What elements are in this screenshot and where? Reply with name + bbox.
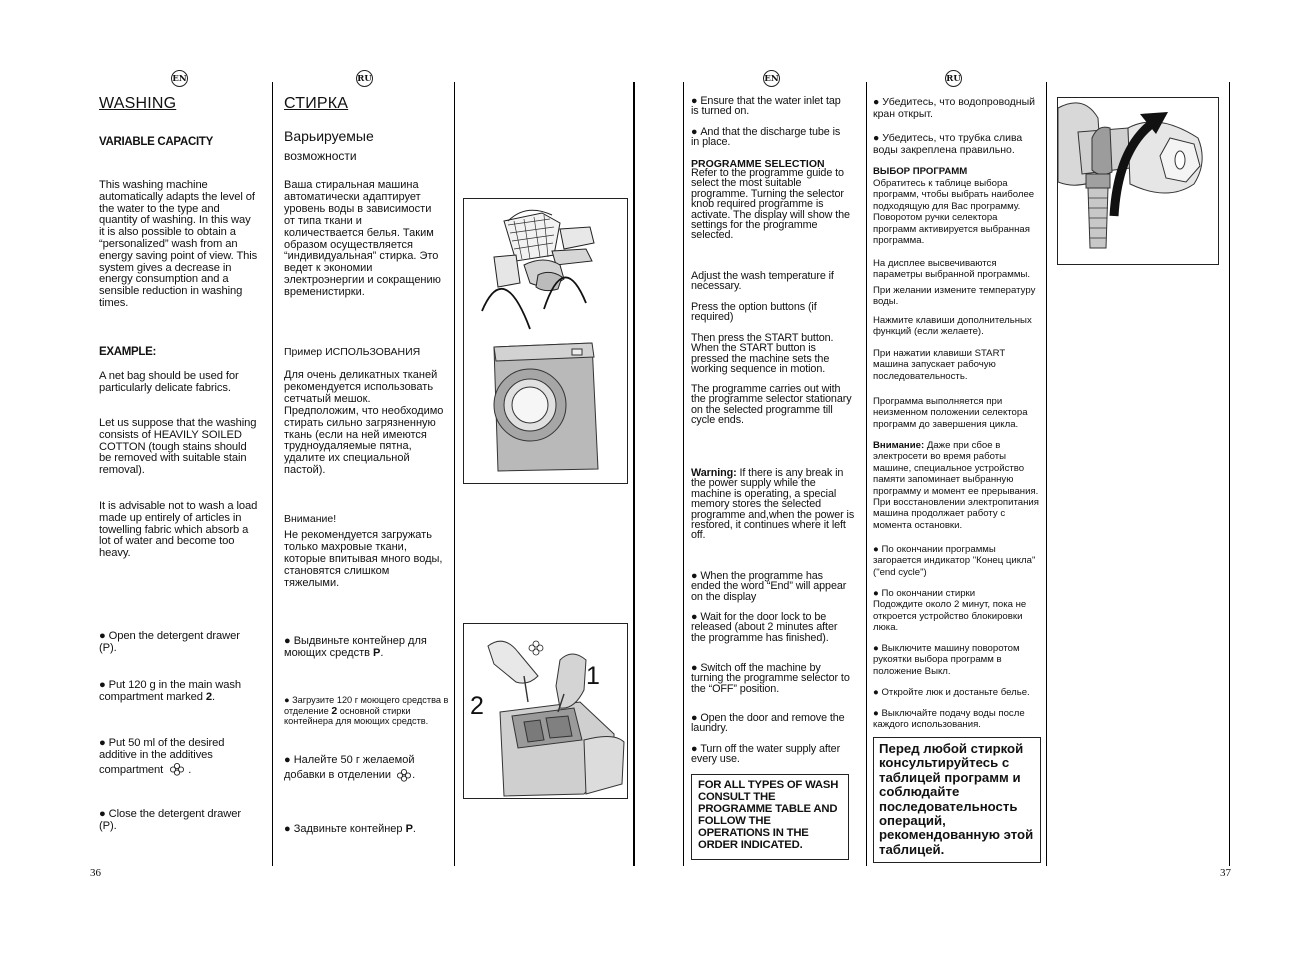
open-drawer-step-en: ● Open the detergent drawer (P). <box>99 631 254 655</box>
example-heading-en: EXAMPLE: <box>99 346 157 358</box>
temp-step-ru: При желании измените температуру воды. <box>873 285 1036 308</box>
put120-step-en <box>99 680 264 704</box>
laundry-loading-illustration <box>463 198 628 484</box>
compartment-label-2: 2 <box>470 692 484 720</box>
warning-text-en: If there is any break in the power supply while the machine is operating, a special memory stores the selected programme and,when the power is restored, it continues where it left off. <box>691 467 855 542</box>
end-step-ru: ● По окончании программы загорается индикатор "Конец цикла" ("end cycle") <box>873 544 1041 578</box>
close-drawer-text-ru: ● Задвиньте контейнер <box>284 823 406 835</box>
discharge-step-ru: ● Убедитесь, что трубка слива воды закреплена правильно. <box>873 132 1041 156</box>
delicate-paragraph-ru: Для очень деликатных тканей рекомендуется использовать сетчатый мешок. Предположим, что необходимо стирать сильно загрязненную ткань (если на ней имеются трудноудаляемые пятна, удалите их специальной пастой). <box>284 369 444 477</box>
compartment-number-ru: 2 <box>331 704 338 717</box>
warning-label-en: Warning: <box>691 467 737 479</box>
start-step-en: Then press the START button. When the START button is pressed the machine sets the working sequence in motion. <box>691 332 834 376</box>
attention-label-ru: Внимание! <box>284 513 337 525</box>
pour50-step-ru <box>284 753 449 783</box>
put120-end: . <box>212 690 216 703</box>
subtitle-variable-capacity: VARIABLE CAPACITY <box>99 136 213 148</box>
options-step-ru: Нажмите клавиши дополнительных функций (если желаете). <box>873 315 1032 338</box>
section-title-ru: СТИРКА <box>284 95 349 112</box>
carries-step-en: The programme carries out with the programme selector stationary on the selected programme till cycle ends. <box>691 383 852 427</box>
subtitle-ru-2: возможности <box>284 149 357 163</box>
opendoor-step-en: ● Open the door and remove the laundry. <box>691 713 853 734</box>
warning-text-ru: Даже при сбое в электросети во время работы машине, специальное устройство памяти запоминает выбранную программу и момент ее прерывания. При восстановлении электропитания машина продолжает работу с момента остановки. <box>873 440 1039 531</box>
pour50-end-ru: . <box>412 769 416 781</box>
start-step-ru: При нажатии клавиши START машина запускает рабочую последовательность. <box>873 348 1006 382</box>
discharge-step-en: ● And that the discharge tube is in place. <box>691 127 851 148</box>
flower-icon <box>396 768 412 782</box>
drawer-letter: Р <box>373 646 381 659</box>
tap-step-en: ● Ensure that the water inlet tap is turned on. <box>691 96 851 117</box>
lang-badge-en: EN <box>171 70 188 87</box>
compartment-number: 2 <box>205 690 213 703</box>
carries-step-ru: Программа выполняется при неизменном положении селектора программ до завершения цикла. <box>873 396 1028 430</box>
load120-end-ru: основной стирки контейнера для моющих средств. <box>284 705 429 727</box>
wait-text-ru: Подождите около 2 минут, пока не откроется устройство блокировки люка. <box>873 599 1027 634</box>
opendoor-step-ru: ● Откройте люк и достаньте белье. <box>873 687 1043 698</box>
temp-step-en: Adjust the wash temperature if necessary. <box>691 270 834 293</box>
column-divider <box>683 82 684 866</box>
water-tap-drawing <box>1058 98 1217 263</box>
drawer-letter: Р <box>405 823 413 835</box>
programme-selection-text-ru: Обратитесь к таблице выбора программ, чтобы выбрать наиболее подходящую для Вас программу. Поворотом ручки селектора программ активируется выбранная программа. <box>873 178 1035 247</box>
lang-badge-en: EN <box>763 70 780 87</box>
intro-paragraph-ru: Ваша стиральная машина автоматически адаптирует уровень воды в зависимости от типа ткани и количествается белья. Таким образом осуществляется “индивидуальная” стирка. Это ведет к экономии электроэнергии и сокращению временистирки. <box>284 179 441 299</box>
close-drawer-end-ru: . <box>412 823 416 835</box>
programme-table-note-en: FOR ALL TYPES OF WASH CONSULT THE PROGRAMME TABLE AND FOLLOW THE OPERATIONS IN THE ORDER INDICATED. <box>691 774 849 860</box>
programme-selection-heading: PROGRAMME SELECTION <box>691 158 825 170</box>
subtitle-ru-1: Варьируемые <box>284 128 374 144</box>
center-divider <box>633 82 635 866</box>
column-divider <box>1229 82 1230 866</box>
example-heading-ru: Пример ИСПОЛЬЗОВАНИЯ <box>284 346 421 358</box>
open-drawer-step-ru <box>284 636 444 660</box>
load120-text-ru: ● Загрузите 120 г моющего средства в отделение <box>284 695 448 716</box>
switchoff-step-en: ● Switch off the machine by turning the programme selector to the “OFF” position. <box>691 663 853 694</box>
towels-paragraph-ru: Не рекомендуется загружать только махровые ткани, которые впитывая много воды, становятся слишком тяжелыми. <box>284 529 443 589</box>
end-step-en: ● When the programme has ended the word “End” will appear on the display <box>691 571 853 602</box>
water-off-step-ru: ● Выключайте подачу воды после каждого использования. <box>873 708 1041 731</box>
switchoff-step-ru: ● Выключите машину поворотом рукоятки выбора программ в положение Выкл. <box>873 643 1039 677</box>
display-step-ru: На дисплее высвечиваются параметры выбранной программы. <box>873 258 1031 281</box>
detergent-drawer-illustration <box>463 623 628 799</box>
water-off-step-en: ● Turn off the water supply after every use. <box>691 744 851 765</box>
programme-selection-heading-ru: ВЫБОР ПРОГРАММ <box>873 166 968 177</box>
column-divider <box>866 82 867 866</box>
page-number-right: 37 <box>1220 867 1231 879</box>
compartment-label-1: 1 <box>586 662 600 690</box>
column-divider <box>454 82 455 866</box>
lang-badge-ru: RU <box>945 70 962 87</box>
suppose-paragraph: Let us suppose that the washing consists of HEAVILY SOILED COTTON (tough stains should be removed with suitable stain removal). <box>99 417 257 477</box>
lang-badge-ru: RU <box>356 70 373 87</box>
put50-text: ● Put 50 ml of the desired additive in the additives compartment <box>99 737 224 776</box>
options-step-en: Press the option buttons (if required) <box>691 301 817 324</box>
close-drawer-step-en: ● Close the detergent drawer (P). <box>99 809 249 833</box>
section-title-en: WASHING <box>99 95 177 112</box>
put120-text: ● Put 120 g in the main wash compartment marked <box>99 679 241 703</box>
after-wash-step-ru <box>873 588 1039 634</box>
intro-paragraph-en: This washing machine automatically adapts the level of the water to the type and quantity of washing. In this way it is also possible to obtain a “personalized” wash from an energy saving point of view. This system gives a decrease in energy consumption and a sensible reduction in washing times. <box>99 179 258 309</box>
pour50-text-ru: ● Налейте 50 г желаемой добавки в отделении <box>284 754 414 781</box>
programme-selection-text: Refer to the programme guide to select the most suitable programme. Turning the selector knob required programme is activate. The display will show the settings for the programme selected. <box>691 167 850 242</box>
put50-end: . <box>185 763 192 776</box>
close-drawer-step-ru <box>284 824 444 836</box>
warning-en <box>691 468 856 541</box>
programme-table-note-ru: Перед любой стиркой консультируйтесь с таблицей программ и соблюдайте последовательность операций, рекомендованную этой таблицей. <box>873 737 1041 863</box>
water-tap-illustration <box>1057 97 1219 265</box>
tap-step-ru: ● Убедитесь, что водопроводный кран открыт. <box>873 96 1041 120</box>
detergent-drawer-drawing <box>464 624 626 797</box>
open-drawer-end-ru: . <box>380 646 384 659</box>
page-number-left: 36 <box>90 867 101 879</box>
after-wash-text-ru: ● По окончании стирки <box>873 588 1039 599</box>
column-divider <box>272 82 273 866</box>
warning-label-ru: Внимание: <box>873 440 925 451</box>
warning-ru <box>873 440 1041 531</box>
column-divider <box>1046 82 1047 866</box>
washing-machine-drawing <box>464 199 626 482</box>
put50-step-en <box>99 738 259 776</box>
flower-icon <box>169 762 185 776</box>
open-drawer-text-ru: ● Выдвиньте контейнер для моющих средств <box>284 635 427 659</box>
net-bag-paragraph: A net bag should be used for particularly delicate fabrics. <box>99 370 239 394</box>
doorlock-step-en: ● Wait for the door lock to be released (about 2 minutes after the programme has finished). <box>691 612 853 643</box>
load120-step-ru <box>284 695 449 727</box>
advisable-paragraph: It is advisable not to wash a load made up entirely of articles in towelling fabric which absorb a lot of water and become too heavy. <box>99 500 258 560</box>
